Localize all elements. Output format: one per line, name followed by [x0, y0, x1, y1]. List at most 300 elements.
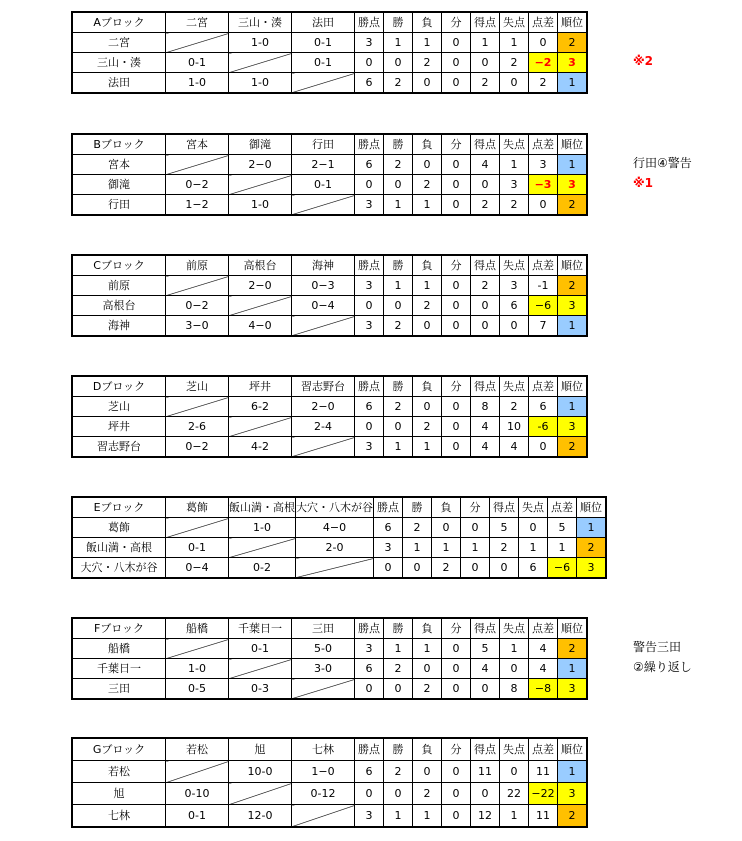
self-match-cell: [229, 538, 296, 558]
points-cell: 6: [355, 761, 384, 783]
goals-for-cell: 1: [471, 33, 500, 53]
stat-header: 勝: [384, 134, 413, 155]
header-row: [72, 134, 587, 155]
goals-against-cell: 10: [500, 417, 529, 437]
opponent-header: 行田: [292, 134, 355, 155]
table-row: [72, 175, 587, 195]
losses-cell: 0: [413, 659, 442, 679]
match-result: 1-0: [229, 33, 292, 53]
stat-header: 勝点: [355, 738, 384, 761]
draws-cell: 0: [442, 195, 471, 216]
stat-header: 勝点: [355, 134, 384, 155]
table-row: [72, 33, 587, 53]
draws-cell: 0: [442, 175, 471, 195]
team-name: 行田: [72, 195, 166, 216]
opponent-header: 千葉日一: [229, 618, 292, 639]
stat-header: 失点: [500, 12, 529, 33]
wins-cell: 2: [384, 397, 413, 417]
goals-against-cell: 2: [500, 53, 529, 73]
points-cell: 6: [355, 397, 384, 417]
losses-cell: 2: [413, 175, 442, 195]
match-result: 3-0: [292, 659, 355, 679]
block-name: Bブロック: [72, 134, 166, 155]
match-result: 2-4: [292, 417, 355, 437]
points-cell: 0: [374, 558, 403, 579]
losses-cell: 2: [432, 558, 461, 579]
goals-for-cell: 4: [471, 437, 500, 458]
opponent-header: 高根台: [229, 255, 292, 276]
goals-for-cell: 4: [471, 417, 500, 437]
match-result: 2−1: [292, 155, 355, 175]
wins-cell: 2: [384, 316, 413, 337]
goals-for-cell: 0: [471, 783, 500, 805]
opponent-header: 習志野台: [292, 376, 355, 397]
points-cell: 6: [355, 659, 384, 679]
team-name: 旭: [72, 783, 166, 805]
wins-cell: 2: [384, 659, 413, 679]
table-row: [72, 558, 606, 579]
goals-for-cell: 0: [471, 296, 500, 316]
opponent-header: 法田: [292, 12, 355, 33]
stat-header: 負: [413, 738, 442, 761]
self-match-cell: [292, 679, 355, 700]
wins-cell: 1: [384, 195, 413, 216]
stat-header: 点差: [548, 497, 577, 518]
league-block: [71, 375, 588, 458]
wins-cell: 2: [384, 761, 413, 783]
opponent-header: 御滝: [229, 134, 292, 155]
table-row: [72, 659, 587, 679]
losses-cell: 0: [413, 397, 442, 417]
stat-header: 得点: [471, 134, 500, 155]
team-name: 船橋: [72, 639, 166, 659]
team-name: 三山・湊: [72, 53, 166, 73]
team-name: 千葉日一: [72, 659, 166, 679]
self-match-cell: [229, 659, 292, 679]
header-row: [72, 497, 606, 518]
goal-diff-cell: 4: [529, 659, 558, 679]
block-name: Cブロック: [72, 255, 166, 276]
match-result: 0−4: [292, 296, 355, 316]
block-name: Fブロック: [72, 618, 166, 639]
draws-cell: 0: [442, 783, 471, 805]
points-cell: 0: [355, 53, 384, 73]
draws-cell: 0: [442, 805, 471, 828]
stat-header: 順位: [558, 255, 588, 276]
draws-cell: 0: [442, 659, 471, 679]
goal-diff-cell: 3: [529, 155, 558, 175]
league-block: [71, 11, 588, 94]
opponent-header: 二宮: [166, 12, 229, 33]
stat-header: 負: [413, 134, 442, 155]
stat-header: 失点: [500, 255, 529, 276]
match-result: 1-0: [229, 518, 296, 538]
goals-for-cell: 12: [471, 805, 500, 828]
wins-cell: 2: [384, 73, 413, 94]
match-result: 5-0: [292, 639, 355, 659]
stat-header: 点差: [529, 618, 558, 639]
stat-header: 勝点: [355, 255, 384, 276]
rank-cell: 3: [558, 783, 588, 805]
self-match-cell: [166, 639, 229, 659]
table-row: [72, 397, 587, 417]
standings-table: [71, 133, 588, 216]
goal-diff-cell: 5: [548, 518, 577, 538]
draws-cell: 0: [442, 33, 471, 53]
points-cell: 3: [355, 316, 384, 337]
goals-against-cell: 22: [500, 783, 529, 805]
points-cell: 6: [355, 155, 384, 175]
team-name: 高根台: [72, 296, 166, 316]
stat-header: 順位: [558, 12, 588, 33]
standings-table: [71, 375, 588, 458]
match-result: 2-6: [166, 417, 229, 437]
draws-cell: 0: [442, 761, 471, 783]
match-result: 0-1: [229, 639, 292, 659]
wins-cell: 0: [384, 296, 413, 316]
match-result: 1-0: [229, 73, 292, 94]
match-result: 0-2: [229, 558, 296, 579]
row-note: ※2: [633, 54, 654, 68]
match-result: 0-1: [166, 805, 229, 828]
rank-cell: 1: [558, 316, 588, 337]
team-name: 宮本: [72, 155, 166, 175]
opponent-header: 宮本: [166, 134, 229, 155]
self-match-cell: [292, 805, 355, 828]
losses-cell: 1: [413, 437, 442, 458]
opponent-header: 大穴・八木が谷: [296, 497, 374, 518]
draws-cell: 0: [442, 73, 471, 94]
match-result: 0−2: [166, 437, 229, 458]
match-result: 1-0: [166, 659, 229, 679]
goals-against-cell: 1: [500, 639, 529, 659]
table-row: [72, 296, 587, 316]
rank-cell: 3: [558, 175, 588, 195]
points-cell: 6: [374, 518, 403, 538]
draws-cell: 0: [442, 53, 471, 73]
table-row: [72, 155, 587, 175]
match-result: 2−0: [292, 397, 355, 417]
wins-cell: 1: [384, 805, 413, 828]
block-name: Gブロック: [72, 738, 166, 761]
stat-header: 順位: [558, 376, 588, 397]
goals-for-cell: 0: [471, 53, 500, 73]
rank-cell: 1: [577, 518, 607, 538]
stat-header: 負: [413, 255, 442, 276]
goals-for-cell: 4: [471, 155, 500, 175]
goal-diff-cell: −22: [529, 783, 558, 805]
goals-against-cell: 1: [519, 538, 548, 558]
rank-cell: 2: [558, 33, 588, 53]
match-result: 1-0: [229, 195, 292, 216]
opponent-header: 旭: [229, 738, 292, 761]
goals-for-cell: 0: [471, 175, 500, 195]
header-row: [72, 12, 587, 33]
match-result: 4−0: [296, 518, 374, 538]
block-name: Aブロック: [72, 12, 166, 33]
goals-against-cell: 0: [500, 73, 529, 94]
row-note: 警告三田: [633, 640, 682, 654]
match-result: 0-1: [166, 53, 229, 73]
team-name: 習志野台: [72, 437, 166, 458]
goals-against-cell: 6: [519, 558, 548, 579]
stat-header: 勝: [403, 497, 432, 518]
league-block: [71, 496, 607, 579]
stat-header: 順位: [558, 738, 588, 761]
stat-header: 得点: [471, 738, 500, 761]
standings-table: [71, 496, 607, 579]
wins-cell: 1: [384, 276, 413, 296]
table-row: [72, 53, 587, 73]
self-match-cell: [292, 73, 355, 94]
stat-header: 分: [461, 497, 490, 518]
points-cell: 0: [355, 175, 384, 195]
stat-header: 得点: [471, 618, 500, 639]
opponent-header: 七林: [292, 738, 355, 761]
rank-cell: 3: [558, 296, 588, 316]
points-cell: 3: [355, 805, 384, 828]
wins-cell: 0: [384, 53, 413, 73]
table-row: [72, 195, 587, 216]
row-note: 行田④警告: [633, 156, 692, 170]
opponent-header: 三山・湊: [229, 12, 292, 33]
standings-table: [71, 737, 588, 828]
goals-against-cell: 2: [500, 397, 529, 417]
losses-cell: 1: [413, 639, 442, 659]
stat-header: 分: [442, 12, 471, 33]
goal-diff-cell: 4: [529, 639, 558, 659]
self-match-cell: [229, 783, 292, 805]
goal-diff-cell: -6: [529, 417, 558, 437]
match-result: 12-0: [229, 805, 292, 828]
losses-cell: 1: [413, 276, 442, 296]
stat-header: 勝: [384, 255, 413, 276]
rank-cell: 1: [558, 397, 588, 417]
losses-cell: 2: [413, 53, 442, 73]
self-match-cell: [229, 175, 292, 195]
rank-cell: 2: [577, 538, 607, 558]
points-cell: 3: [355, 276, 384, 296]
match-result: 6-2: [229, 397, 292, 417]
wins-cell: 2: [384, 155, 413, 175]
table-row: [72, 276, 587, 296]
stat-header: 分: [442, 255, 471, 276]
self-match-cell: [166, 761, 229, 783]
stat-header: 得点: [471, 12, 500, 33]
goal-diff-cell: 0: [529, 437, 558, 458]
draws-cell: 0: [442, 316, 471, 337]
stat-header: 勝点: [374, 497, 403, 518]
draws-cell: 0: [442, 155, 471, 175]
losses-cell: 0: [432, 518, 461, 538]
losses-cell: 1: [432, 538, 461, 558]
goals-against-cell: 2: [500, 195, 529, 216]
team-name: 飯山満・高根: [72, 538, 166, 558]
stat-header: 得点: [471, 376, 500, 397]
header-row: [72, 255, 587, 276]
goals-against-cell: 1: [500, 805, 529, 828]
stat-header: 負: [432, 497, 461, 518]
goal-diff-cell: −6: [548, 558, 577, 579]
table-row: [72, 73, 587, 94]
rank-cell: 1: [558, 659, 588, 679]
team-name: 前原: [72, 276, 166, 296]
losses-cell: 2: [413, 679, 442, 700]
goal-diff-cell: 0: [529, 33, 558, 53]
opponent-header: 三田: [292, 618, 355, 639]
goals-against-cell: 0: [500, 761, 529, 783]
wins-cell: 0: [384, 175, 413, 195]
goals-for-cell: 2: [471, 276, 500, 296]
table-row: [72, 538, 606, 558]
match-result: 0-1: [292, 53, 355, 73]
goal-diff-cell: −3: [529, 175, 558, 195]
block-name: Dブロック: [72, 376, 166, 397]
losses-cell: 0: [413, 73, 442, 94]
match-result: 0−2: [166, 175, 229, 195]
table-row: [72, 417, 587, 437]
stat-header: 失点: [500, 376, 529, 397]
rank-cell: 1: [558, 155, 588, 175]
table-row: [72, 639, 587, 659]
self-match-cell: [166, 276, 229, 296]
draws-cell: 0: [442, 296, 471, 316]
match-result: 0-1: [166, 538, 229, 558]
goals-against-cell: 1: [500, 155, 529, 175]
goals-against-cell: 0: [500, 316, 529, 337]
match-result: 0-5: [166, 679, 229, 700]
table-row: [72, 437, 587, 458]
team-name: 三田: [72, 679, 166, 700]
goals-against-cell: 6: [500, 296, 529, 316]
goals-for-cell: 0: [490, 558, 519, 579]
goals-for-cell: 2: [490, 538, 519, 558]
row-note: ②繰り返し: [633, 660, 692, 674]
draws-cell: 1: [461, 538, 490, 558]
points-cell: 3: [355, 195, 384, 216]
stat-header: 勝点: [355, 376, 384, 397]
goal-diff-cell: −8: [529, 679, 558, 700]
self-match-cell: [166, 33, 229, 53]
stat-header: 勝点: [355, 618, 384, 639]
match-result: 0−2: [166, 296, 229, 316]
points-cell: 0: [355, 296, 384, 316]
losses-cell: 0: [413, 761, 442, 783]
standings-table: [71, 11, 588, 94]
rank-cell: 1: [558, 761, 588, 783]
wins-cell: 1: [403, 538, 432, 558]
header-row: [72, 376, 587, 397]
stat-header: 得点: [490, 497, 519, 518]
opponent-header: 海神: [292, 255, 355, 276]
goal-diff-cell: -1: [529, 276, 558, 296]
goal-diff-cell: −6: [529, 296, 558, 316]
header-row: [72, 618, 587, 639]
rank-cell: 1: [558, 73, 588, 94]
draws-cell: 0: [442, 417, 471, 437]
self-match-cell: [292, 437, 355, 458]
self-match-cell: [229, 53, 292, 73]
points-cell: 3: [355, 437, 384, 458]
table-row: [72, 316, 587, 337]
goal-diff-cell: 11: [529, 761, 558, 783]
goals-against-cell: 4: [500, 437, 529, 458]
stat-header: 失点: [500, 134, 529, 155]
match-result: 2−0: [229, 276, 292, 296]
opponent-header: 飯山満・高根: [229, 497, 296, 518]
goals-for-cell: 4: [471, 659, 500, 679]
rank-cell: 2: [558, 805, 588, 828]
losses-cell: 1: [413, 805, 442, 828]
match-result: 2−0: [229, 155, 292, 175]
stat-header: 点差: [529, 134, 558, 155]
row-note: ※1: [633, 176, 654, 190]
self-match-cell: [166, 155, 229, 175]
points-cell: 3: [355, 33, 384, 53]
goal-diff-cell: 6: [529, 397, 558, 417]
stat-header: 順位: [577, 497, 607, 518]
draws-cell: 0: [461, 558, 490, 579]
stat-header: 得点: [471, 255, 500, 276]
league-block: [71, 617, 588, 700]
losses-cell: 1: [413, 195, 442, 216]
rank-cell: 3: [577, 558, 607, 579]
match-result: 1−2: [166, 195, 229, 216]
goal-diff-cell: −2: [529, 53, 558, 73]
stat-header: 勝: [384, 12, 413, 33]
goal-diff-cell: 0: [529, 195, 558, 216]
draws-cell: 0: [461, 518, 490, 538]
stat-header: 負: [413, 376, 442, 397]
goal-diff-cell: 7: [529, 316, 558, 337]
points-cell: 3: [374, 538, 403, 558]
goals-against-cell: 3: [500, 276, 529, 296]
stat-header: 勝: [384, 376, 413, 397]
opponent-header: 前原: [166, 255, 229, 276]
team-name: 二宮: [72, 33, 166, 53]
self-match-cell: [229, 417, 292, 437]
rank-cell: 3: [558, 53, 588, 73]
stat-header: 点差: [529, 255, 558, 276]
wins-cell: 0: [384, 417, 413, 437]
rank-cell: 2: [558, 276, 588, 296]
stat-header: 勝: [384, 738, 413, 761]
wins-cell: 1: [384, 639, 413, 659]
match-result: 0-1: [292, 33, 355, 53]
match-result: 2-0: [296, 538, 374, 558]
stat-header: 負: [413, 12, 442, 33]
goals-against-cell: 8: [500, 679, 529, 700]
stat-header: 勝点: [355, 12, 384, 33]
table-row: [72, 783, 587, 805]
match-result: 0-12: [292, 783, 355, 805]
self-match-cell: [292, 316, 355, 337]
goals-against-cell: 1: [500, 33, 529, 53]
match-result: 3−0: [166, 316, 229, 337]
losses-cell: 0: [413, 155, 442, 175]
goal-diff-cell: 11: [529, 805, 558, 828]
stat-header: 順位: [558, 134, 588, 155]
league-block: [71, 254, 588, 337]
team-name: 葛飾: [72, 518, 166, 538]
match-result: 0−3: [292, 276, 355, 296]
goals-for-cell: 2: [471, 195, 500, 216]
draws-cell: 0: [442, 276, 471, 296]
stat-header: 失点: [500, 738, 529, 761]
rank-cell: 2: [558, 437, 588, 458]
stat-header: 分: [442, 134, 471, 155]
team-name: 大穴・八木が谷: [72, 558, 166, 579]
